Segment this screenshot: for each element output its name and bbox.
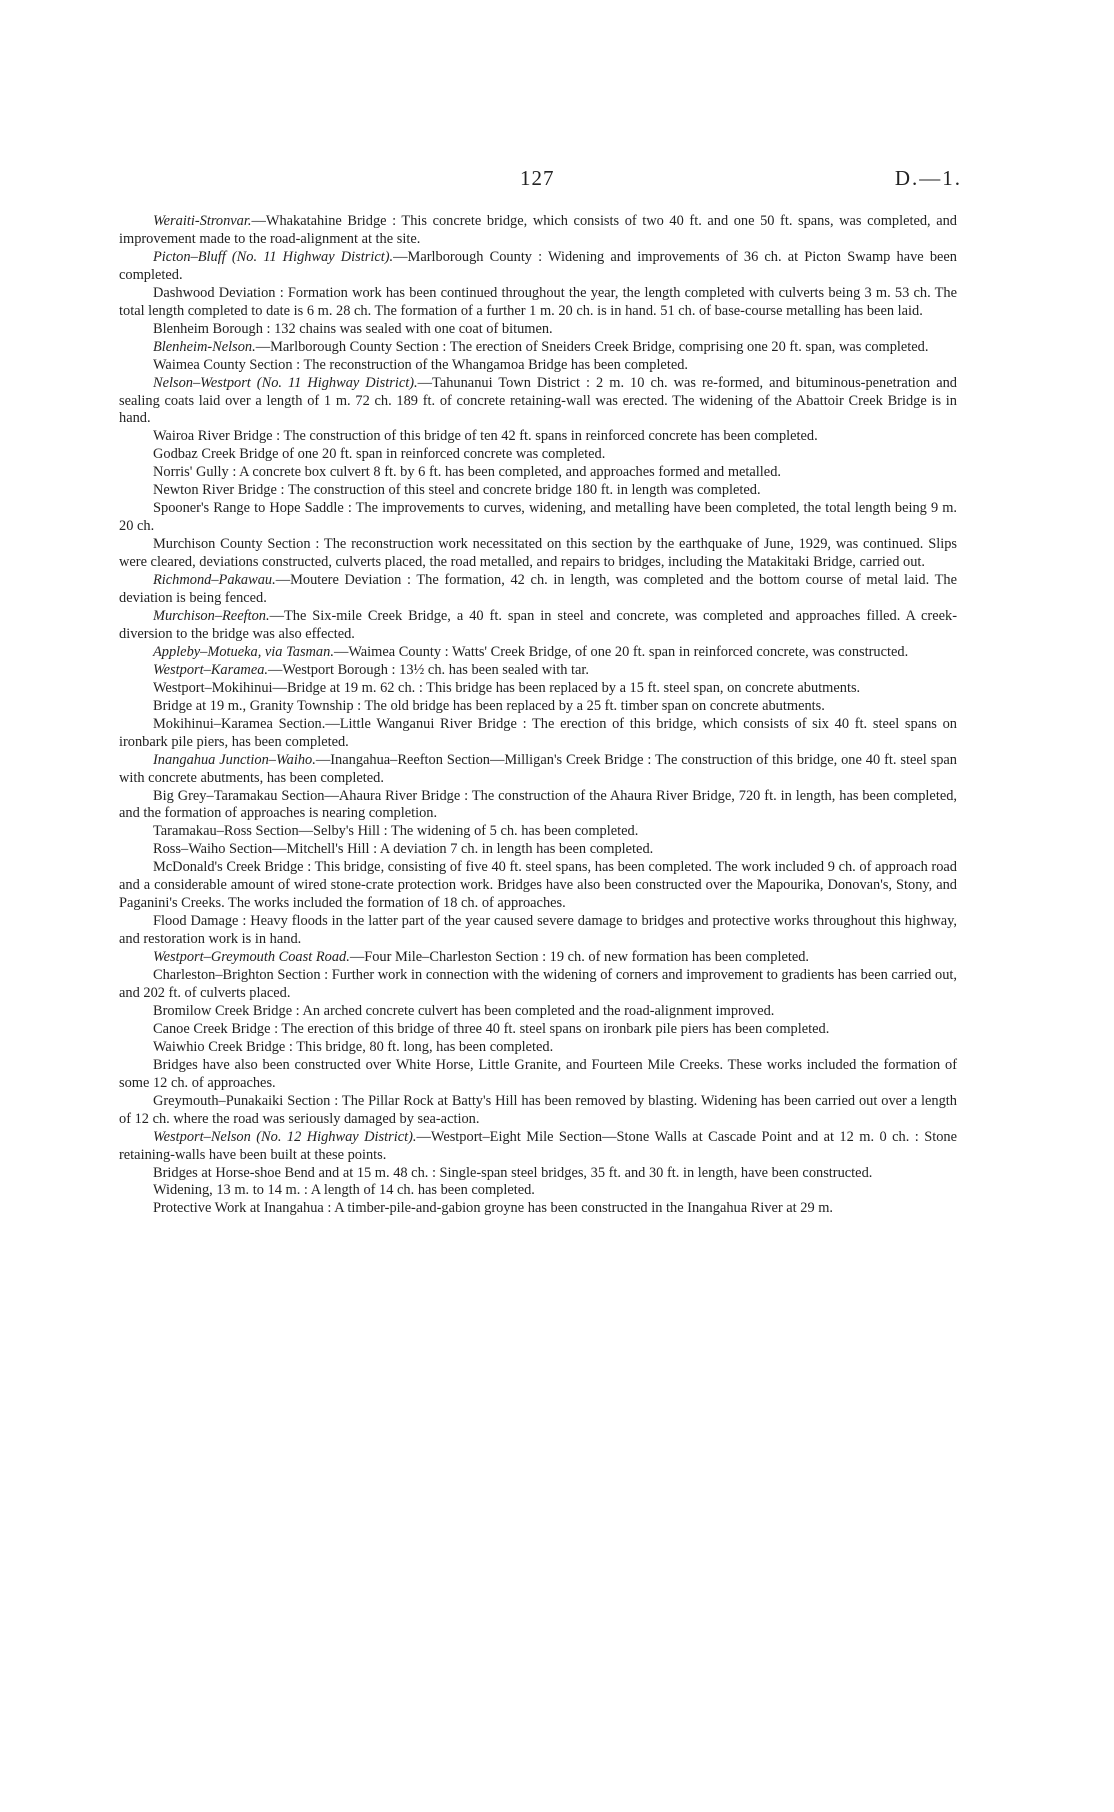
paragraph-text: —Inangahua–Reefton Section—Milligan's Creek Bridge : The construction of this bridge, one 40 ft. steel span with concrete abutments, has been completed. — [119, 751, 957, 786]
paragraph-text: Dashwood Deviation : Formation work has been continued throughout the year, the length completed with culverts being 3 m. 53 ch. The total length completed to date is 6 m. 28 ch. The formation of a further 1 m. 20 ch. is in hand. 51 ch. of base-course metalling has been laid. — [119, 284, 957, 319]
paragraph-text: Bridges have also been constructed over White Horse, Little Granite, and Fourteen Mile Creeks. These works included the formation of some 12 ch. of approaches. — [119, 1056, 957, 1091]
paragraph — [119, 913, 957, 949]
paragraph — [119, 1165, 957, 1183]
paragraph — [119, 1129, 957, 1165]
paragraph-lead: Inangahua Junction–Waiho. — [153, 751, 316, 768]
paragraph-text: Newton River Bridge : The construction of this steel and concrete bridge 180 ft. in length was completed. — [153, 482, 761, 499]
paragraph-text: Protective Work at Inangahua : A timber-pile-and-gabion groyne has been constructed in the Inangahua River at 29 m. — [153, 1200, 834, 1217]
page-number: 127 — [520, 166, 555, 190]
paragraph — [119, 1200, 957, 1218]
paragraph-text: —Westport–Eight Mile Section—Stone Walls at Cascade Point and at 12 m. 0 ch. : Stone retaining-walls have been built at these points. — [119, 1128, 957, 1163]
paragraph-text: —Whakatahine Bridge : This concrete bridge, which consists of two 40 ft. and one 50 ft. spans, was completed, and improvement made to the road-alignment at the site. — [119, 213, 957, 247]
paragraph-text: Bridges at Horse-shoe Bend and at 15 m. 48 ch. : Single-span steel bridges, 35 ft. and 30 ft. in length, have been constructed. — [153, 1164, 873, 1181]
paragraph — [119, 859, 957, 913]
paragraph — [119, 213, 957, 249]
paragraph-text: Canoe Creek Bridge : The erection of this bridge of three 40 ft. steel spans on ironbark pile piers has been completed. — [153, 1020, 830, 1037]
paragraph-lead: Blenheim-Nelson. — [153, 338, 256, 355]
paragraph-text: —Westport Borough : 13½ ch. has been sealed with tar. — [268, 661, 589, 678]
paragraph — [119, 249, 957, 285]
paragraph-text: Charleston–Brighton Section : Further work in connection with the widening of corners and improvement to gradients has been carried out, and 202 ft. of culverts placed. — [119, 967, 957, 1001]
paragraph — [119, 1093, 957, 1129]
paragraph-text: Norris' Gully : A concrete box culvert 8 ft. by 6 ft. has been completed, and approaches formed and metalled. — [153, 464, 781, 481]
paragraph — [119, 375, 957, 429]
paragraph-lead: Nelson–Westport (No. 11 Highway District). — [153, 374, 418, 391]
page-header — [0, 166, 1114, 196]
paragraph-lead: Murchison–Reefton. — [153, 607, 270, 624]
paragraph-lead: Richmond–Pakawau. — [153, 572, 276, 589]
paragraph-text: Flood Damage : Heavy floods in the latter part of the year caused severe damage to bridges and protective works throughout this highway, and restoration work is in hand. — [119, 913, 957, 948]
paragraph-text: —Moutere Deviation : The formation, 42 ch. in length, was completed and the bottom course of metal laid. The deviation is being fenced. — [119, 572, 957, 607]
paragraph-text: Taramakau–Ross Section—Selby's Hill : The widening of 5 ch. has been completed. — [153, 823, 639, 840]
paragraph-text: Ross–Waiho Section—Mitchell's Hill : A deviation 7 ch. in length has been completed. — [153, 841, 654, 858]
paragraph-text: Bridge at 19 m., Granity Township : The old bridge has been replaced by a 25 ft. timber span on concrete abutments. — [153, 697, 825, 714]
paragraph — [119, 464, 957, 482]
paragraph — [119, 500, 957, 536]
paragraph — [119, 428, 957, 446]
paragraph-text: Greymouth–Punakaiki Section : The Pillar Rock at Batty's Hill has been removed by blasting. Widening has been carried out over a length of 12 ch. where the road was seriously damaged by sea-action. — [119, 1092, 957, 1127]
paragraph — [119, 339, 957, 357]
document-reference: D.—1. — [894, 166, 962, 190]
paragraph — [119, 1182, 957, 1200]
paragraph — [119, 608, 957, 644]
paragraph-text: Bromilow Creek Bridge : An arched concrete culvert has been completed and the road-alignment improved. — [153, 1002, 775, 1019]
paragraph — [119, 752, 957, 788]
paragraph — [119, 536, 957, 572]
paragraph-text: —Tahunanui Town District : 2 m. 10 ch. was re-formed, and bituminous-penetration and sealing coats laid over a length of 1 m. 72 ch. 189 ft. of concrete retaining-wall was erected. The widening of the Abattoir Creek Bridge is in hand. — [119, 374, 957, 427]
paragraph-text: Waimea County Section : The reconstruction of the Whangamoa Bridge has been completed. — [153, 356, 689, 373]
paragraph — [119, 1003, 957, 1021]
paragraph-text: Big Grey–Taramakau Section—Ahaura River Bridge : The construction of the Ahaura River Bridge, 720 ft. in length, has been completed, and the formation of approaches is nearing completion. — [119, 787, 957, 822]
paragraph-text: Westport–Mokihinui—Bridge at 19 m. 62 ch. : This bridge has been replaced by a 15 ft. steel span, on concrete abutments. — [153, 679, 861, 696]
paragraph — [119, 841, 957, 859]
paragraph — [119, 446, 957, 464]
paragraph — [119, 716, 957, 752]
paragraph — [119, 788, 957, 824]
body-text — [119, 213, 957, 1218]
paragraph-text: —The Six-mile Creek Bridge, a 40 ft. span in steel and concrete, was completed and approaches filled. A creek-diversion to the bridge was also effected. — [119, 607, 957, 642]
paragraph — [119, 698, 957, 716]
paragraph-text: —Waimea County : Watts' Creek Bridge, of one 20 ft. span in reinforced concrete, was constructed. — [333, 643, 909, 660]
paragraph — [119, 680, 957, 698]
paragraph-text: Murchison County Section : The reconstruction work necessitated on this section by the earthquake of June, 1929, was continued. Slips were cleared, deviations constructed, culverts placed, the road metalled, and repairs to bridges, including the Matakitaki Bridge, carried out. — [119, 536, 957, 571]
paragraph — [119, 644, 957, 662]
paragraph-lead: Westport–Greymouth Coast Road. — [153, 949, 350, 966]
paragraph-text: —Marlborough County : Widening and improvements of 36 ch. at Picton Swamp have been completed. — [119, 248, 957, 283]
paragraph — [119, 662, 957, 680]
paragraph-lead: Westport–Karamea. — [153, 661, 268, 678]
paragraph — [119, 949, 957, 967]
paragraph — [119, 1021, 957, 1039]
paragraph — [119, 285, 957, 321]
paragraph-text: Waiwhio Creek Bridge : This bridge, 80 ft. long, has been completed. — [153, 1038, 554, 1055]
paragraph-text: Godbaz Creek Bridge of one 20 ft. span in reinforced concrete was completed. — [153, 446, 606, 463]
paragraph-text: —Four Mile–Charleston Section : 19 ch. of new formation has been completed. — [349, 949, 810, 966]
paragraph-text: Widening, 13 m. to 14 m. : A length of 14 ch. has been completed. — [153, 1182, 535, 1199]
paragraph — [119, 823, 957, 841]
paragraph-text: Blenheim Borough : 132 chains was sealed with one coat of bitumen. — [153, 320, 553, 337]
paragraph — [119, 1057, 957, 1093]
paragraph — [119, 572, 957, 608]
paragraph-lead: Picton–Bluff (No. 11 Highway District). — [153, 248, 394, 265]
paragraph-lead: Weraiti-Stronvar. — [153, 213, 252, 229]
paragraph-text: McDonald's Creek Bridge : This bridge, consisting of five 40 ft. steel spans, has been completed. The work included 9 ch. of approach road and a considerable amount of wired stone-crate protection work. Bridges have also been constructed over the Mapourika, Donovan's, Stony, and Paganini's Creeks. The works included the formation of 18 ch. of approaches. — [119, 859, 957, 912]
paragraph — [119, 1039, 957, 1057]
paragraph — [119, 967, 957, 1003]
paragraph-lead: Appleby–Motueka, via Tasman. — [153, 643, 334, 660]
paragraph-text: Mokihinui–Karamea Section.—Little Wanganui River Bridge : The erection of this bridge, which consists of six 40 ft. steel spans on ironbark pile piers, has been completed. — [119, 715, 957, 750]
paragraph — [119, 482, 957, 500]
paragraph-lead: Westport–Nelson (No. 12 Highway District). — [153, 1128, 417, 1145]
paragraph-text: Spooner's Range to Hope Saddle : The improvements to curves, widening, and metalling have been completed, the total length being 9 m. 20 ch. — [119, 500, 957, 535]
paragraph — [119, 321, 957, 339]
paragraph — [119, 357, 957, 375]
paragraph-text: Wairoa River Bridge : The construction of this bridge of ten 42 ft. spans in reinforced concrete has been completed. — [153, 428, 818, 445]
paragraph-text: —Marlborough County Section : The erection of Sneiders Creek Bridge, comprising one 20 ft. span, was completed. — [255, 338, 929, 355]
